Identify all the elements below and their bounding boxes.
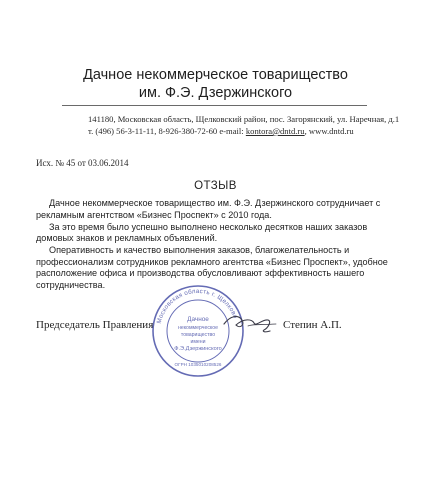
body-paragraph: Дачное некоммерческое товарищество им. Ф.Э. Дзержинского сотрудничает с рекламным агентством «Бизнес Проспект» с 2010 года. [36,198,381,220]
body-paragraph: Оперативность и качество выполнения заказов, благожелательность и профессионализм сотрудников рекламного агентства «Бизнес Проспект», удобное расположение офиса и производства обусловливают эффективность нашего сотрудничества. [36,245,388,290]
svg-text:товарищество: товарищество [180,332,216,338]
document-body [36,198,406,292]
org-title-line1: Дачное некоммерческое товарищество [83,67,348,83]
svg-text:Дачное: Дачное [187,316,209,323]
svg-text:имени: имени [190,339,206,345]
svg-text:некоммерческое: некоммерческое [177,325,219,331]
org-address: 141180, Московская область, Щелковский район, пос. Загорянский, ул. Наречная, д.1 [88,114,400,124]
org-website: , www.dntd.ru [304,126,354,136]
org-phones: т. (496) 56-3-11-11, 8-926-380-72-60 e-mail: [88,126,246,136]
handwritten-signature [218,310,282,336]
org-title-line2: им. Ф.Э. Дзержинского [138,85,293,101]
svg-text:Ф.Э.Дзержинского: Ф.Э.Дзержинского [174,346,222,352]
outgoing-reference: Исх. № 45 от 03.06.2014 [36,158,129,168]
stamp-ogrn: ОГРН 1035010208526 [174,362,222,367]
document-heading: ОТЗЫВ [194,180,237,192]
org-contacts [88,126,354,136]
stamp-ring-text: Московская область г. Щелково [155,287,239,325]
org-email-link[interactable]: kontora@dntd.ru [245,126,305,136]
header-divider [62,105,367,106]
body-paragraph: За это время было успешно выполнено несколько десятков наших заказов домовых знаков и рекламных объявлений. [36,221,368,244]
signatory-name: Степин А.П. [283,319,342,331]
signatory-position: Председатель Правления [36,319,154,331]
